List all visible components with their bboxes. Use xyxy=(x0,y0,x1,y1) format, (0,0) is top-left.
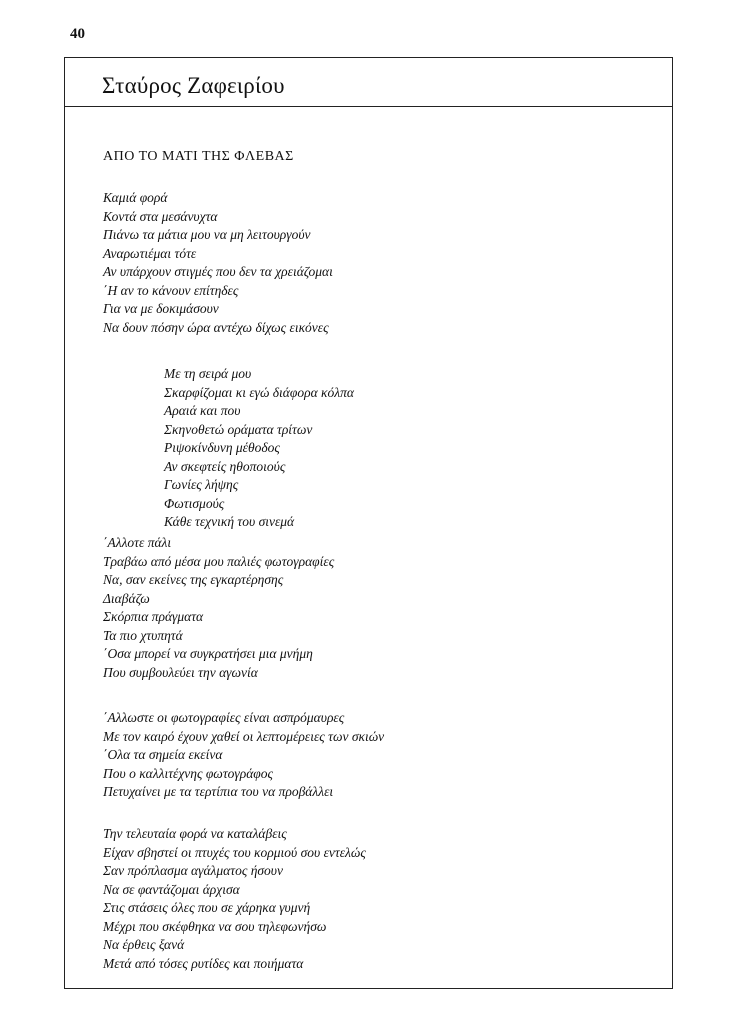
poem-line: Μέχρι που σκέφθηκα να σου τηλεφωνήσω xyxy=(103,918,327,934)
poem-line: Αναρωτιέμαι τότε xyxy=(103,245,197,261)
poem-line: Πετυχαίνει με τα τερτίπια του να προβάλλει xyxy=(103,784,334,799)
poem-line: Με τον καιρό έχουν χαθεί οι λεπτομέρειες των σκιών xyxy=(103,728,385,744)
page-frame xyxy=(64,57,673,989)
poem-line: Κάθε τεχνική του σινεμά xyxy=(164,514,295,529)
poem-line: ΄Η αν το κάνουν επίτηδες xyxy=(103,282,239,298)
poem-line: Σκηνοθετώ οράματα τρίτων xyxy=(164,421,313,437)
poem-line: ΄Αλλωστε οι φωτογραφίες είναι ασπρόμαυρες xyxy=(103,710,345,725)
poem-line: ΄Οσα μπορεί να συγκρατήσει μια μνήμη xyxy=(103,646,313,661)
poem-line: Σκαρφίζομαι κι εγώ διάφορα κόλπα xyxy=(164,384,354,400)
poem-title: ΑΠΟ ΤΟ ΜΑΤΙ ΤΗΣ ΦΛΕΒΑΣ xyxy=(103,149,294,164)
poem-line: Που ο καλλιτέχνης φωτογράφος xyxy=(103,765,274,781)
poem-line: Τα πιο χτυπητά xyxy=(103,627,183,643)
poem-line: Αραιά και που xyxy=(164,403,241,418)
poem-line: Με τη σειρά μου xyxy=(164,366,252,381)
poem-line: Να δουν πόσην ώρα αντέχω δίχως εικόνες xyxy=(103,319,329,335)
poem-line: Να, σαν εκείνες της εγκαρτέρησης xyxy=(103,572,284,587)
poem-line: Αν σκεφτείς ηθοποιούς xyxy=(164,458,286,474)
poem-line: Να σε φαντάζομαι άρχισα xyxy=(103,881,240,897)
poem-line: Σαν πρόπλασμα αγάλματος ήσουν xyxy=(103,863,283,878)
poem-line: Γωνίες λήψης xyxy=(164,477,239,492)
author-name: Σταύρος Ζαφειρίου xyxy=(102,73,285,98)
poem-line: Πιάνω τα μάτια μου να μη λειτουργούν xyxy=(103,227,311,242)
poem-line: Αν υπάρχουν στιγμές που δεν τα χρειάζομαι xyxy=(103,264,333,279)
stanza-5 xyxy=(103,825,366,973)
page-number: 40 xyxy=(70,26,85,42)
poem-line: Μετά από τόσες ρυτίδες και ποιήματα xyxy=(103,955,304,971)
stanza-4 xyxy=(103,709,384,802)
stanza-2 xyxy=(164,365,354,532)
poem-line: Σκόρπια πράγματα xyxy=(103,609,204,624)
poem-line: Φωτισμούς xyxy=(164,495,225,511)
poem-line: Είχαν σβηστεί οι πτυχές του κορμιού σου εντελώς xyxy=(103,844,366,860)
poem-line: Που συμβουλεύει την αγωνία xyxy=(103,664,258,680)
poem-line: Καμιά φορά xyxy=(103,190,168,205)
poem-line: Διαβάζω xyxy=(103,590,150,606)
poem-line: ΄Αλλοτε πάλι xyxy=(103,535,172,550)
poem-line: Στις στάσεις όλες που σε χάρηκα γυμνή xyxy=(103,900,311,915)
poem-line: ΄Ολα τα σημεία εκείνα xyxy=(103,747,223,762)
poem-line: Την τελευταία φορά να καταλάβεις xyxy=(103,826,287,841)
poem-line: Ριψοκίνδυνη μέθοδος xyxy=(164,440,280,455)
poem-line: Να έρθεις ξανά xyxy=(103,937,185,952)
poem-line: Τραβάω από μέσα μου παλιές φωτογραφίες xyxy=(103,553,335,569)
stanza-3 xyxy=(103,534,334,682)
header-band xyxy=(65,58,672,107)
poem-line: Κοντά στα μεσάνυχτα xyxy=(103,208,218,224)
poem-line: Για να με δοκιμάσουν xyxy=(103,301,219,316)
stanza-1 xyxy=(103,189,333,337)
